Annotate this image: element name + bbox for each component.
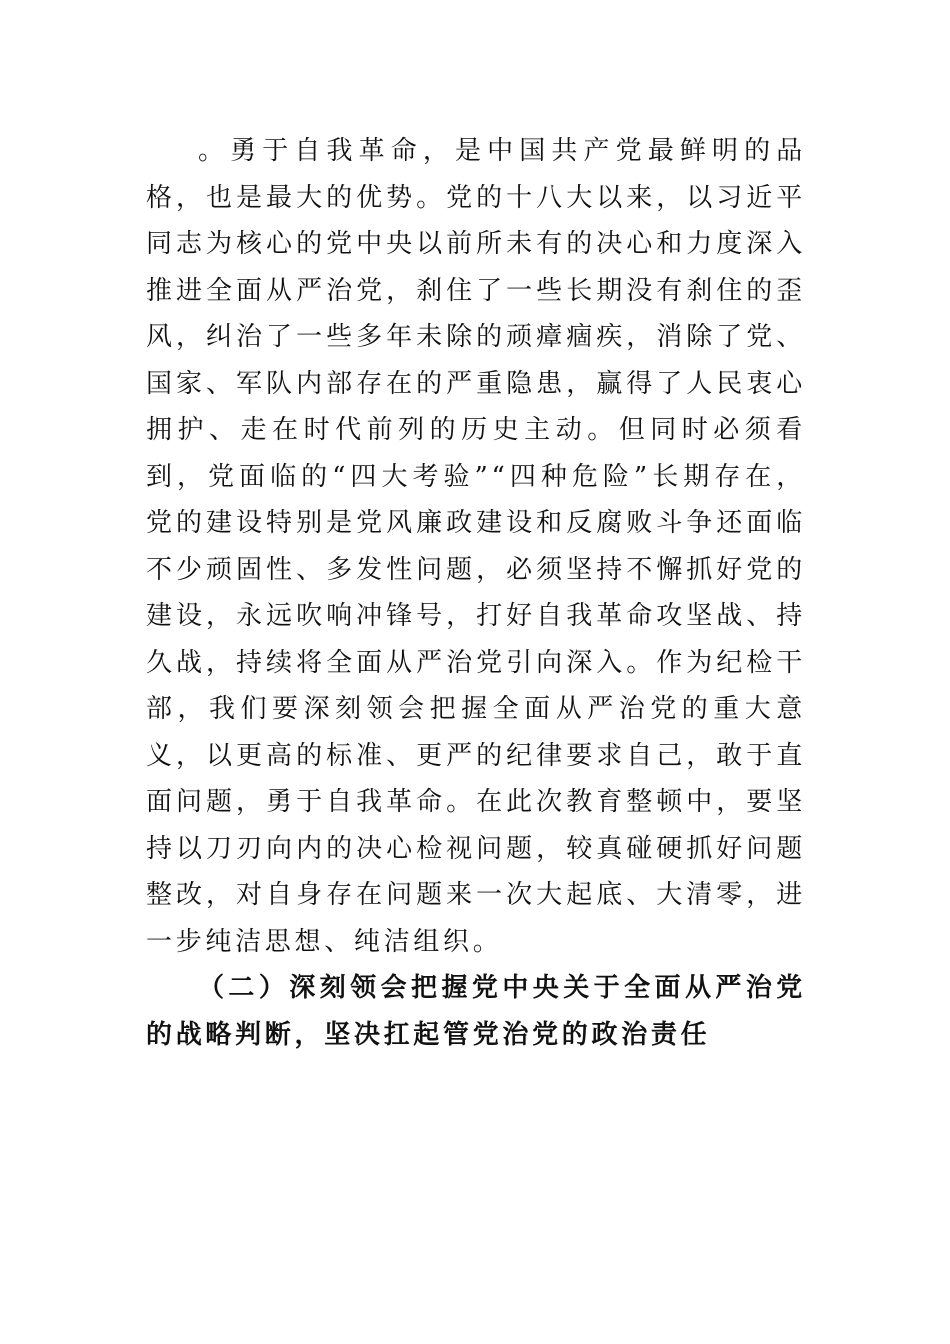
section-heading: （二）深刻领会把握党中央关于全面从严治党的战略判断，坚决扛起管党治党的政治责任 <box>146 973 806 1050</box>
document-body <box>146 128 806 1058</box>
body-paragraph: 。勇于自我革命，是中国共产党最鲜明的品格，也是最大的优势。党的十八大以来，以习近平同志为核心的党中央以前所未有的决心和力度深入推进全面从严治党，刹住了一些长期没有刹住的歪风，纠治了一些多年未除的顽瘴痼疾，消除了党、国家、军队内部存在的严重隐患，赢得了人民衷心拥护、走在时代前列的历史主动。但同时必须看到，党面临的“四大考验”“四种危险”长期存在，党的建设特别是党风廉政建设和反腐败斗争还面临不少顽固性、多发性问题，必须坚持不懈抓好党的建设，永远吹响冲锋号，打好自我革命攻坚战、持久战，持续将全面从严治党引向深入。作为纪检干部，我们要深刻领会把握全面从严治党的重大意义，以更高的标准、更严的纪律要求自己，敢于直面问题，勇于自我革命。在此次教育整顿中，要坚持以刀刃向内的决心检视问题，较真碰硬抓好问题整改，对自身存在问题来一次大起底、大清零，进一步纯洁思想、纯洁组织。 <box>146 136 806 957</box>
